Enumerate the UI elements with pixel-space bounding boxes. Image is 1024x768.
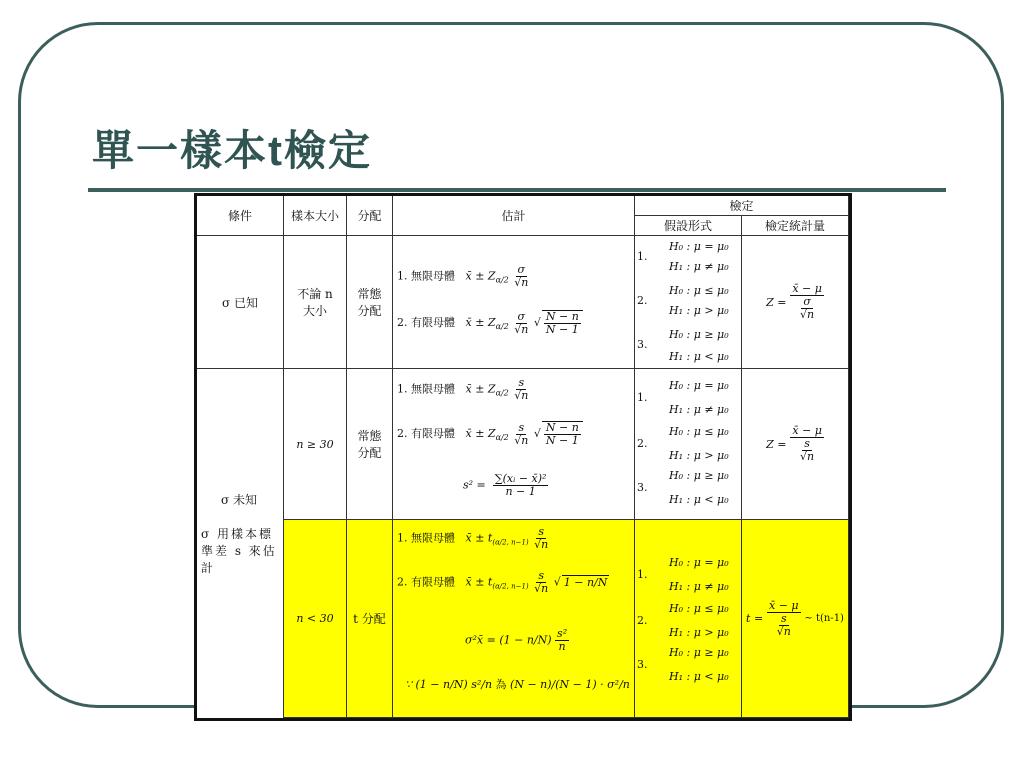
- row1-distribution: [347, 236, 393, 369]
- row2-h0-1: H₀ : μ = μ₀: [669, 379, 729, 392]
- row3-unbiased-lhs: ∵ (1 − n/N) s²/n: [405, 678, 493, 691]
- frac-den: √n: [534, 538, 549, 551]
- row2-est2-formula: x̄ ± Z: [465, 427, 496, 440]
- row1-est2-fpc: [542, 310, 583, 336]
- row3-est1-formula: x̄ ± t: [465, 531, 493, 545]
- row2-h1-3: H₁ : μ < μ₀: [669, 493, 729, 506]
- row3-est1: [397, 526, 550, 551]
- header-condition: 條件: [197, 196, 284, 236]
- frac-den: √n: [514, 433, 529, 447]
- row3-est2-label: 2. 有限母體: [397, 575, 455, 589]
- frac-num: σ: [803, 295, 811, 308]
- row2-est2-sub: α/2: [495, 433, 509, 443]
- frac-num: s: [518, 376, 525, 389]
- row2-est1-label: 1. 無限母體: [397, 382, 455, 396]
- frac-num: s: [538, 525, 544, 538]
- row2-hyp-no-2: 2.: [637, 437, 648, 450]
- row1-hyp-no-3: 3.: [637, 338, 648, 351]
- header-test: 檢定: [635, 196, 849, 216]
- frac-den: √n: [800, 450, 815, 463]
- row3-var-frac: [555, 628, 569, 653]
- row2-estimate: [393, 369, 635, 520]
- frac-num: N − n: [545, 310, 579, 323]
- row2-est1-formula: x̄ ± Z: [465, 382, 496, 396]
- row1-stat-den-frac: [798, 296, 816, 321]
- frac-num: s: [780, 611, 787, 625]
- row2-size-text: n ≥ 30: [296, 437, 334, 451]
- row2-dist-line1: 常態: [357, 429, 382, 443]
- header-test-statistic: 檢定統計量: [742, 216, 849, 236]
- row2-est1: [397, 377, 530, 402]
- row3-distribution: t 分配: [347, 520, 393, 718]
- row3-est2-formula: x̄ ± t: [465, 575, 493, 589]
- row1-est2: 2. 有限母體 x̄ ± $Z_{\alpha/2}$ $\frac{\sigma}{√n}$ √ $\frac{N - n}{N - 1}$: [397, 310, 583, 336]
- row3-h0-3: H₀ : μ ≥ μ₀: [669, 646, 729, 659]
- row3-est2-sub: (α/2, n−1): [492, 582, 529, 591]
- row2-est2-label: 2. 有限母體: [397, 427, 455, 440]
- row2-condition-text: σ 未知: [221, 493, 258, 507]
- row3-est1-sub: (α/2, n−1): [492, 538, 529, 547]
- row3-stat-den-frac: [775, 613, 793, 638]
- row3-condition: [197, 520, 284, 718]
- row1-stat-lhs: Z =: [766, 295, 787, 309]
- frac-den: n: [558, 640, 566, 653]
- row1-size-line1: 不論 n: [297, 287, 333, 301]
- frac-num: σ: [517, 309, 526, 323]
- frac-den: √n: [514, 322, 529, 336]
- frac-den: √n: [534, 582, 549, 595]
- row3-h0-1: H₀ : μ = μ₀: [669, 556, 729, 569]
- row1-hypotheses: [635, 236, 742, 369]
- row2-est2-fpc: [542, 421, 583, 447]
- frac-den: [773, 613, 795, 638]
- row1-est1-label: 1. 無限母體: [397, 269, 455, 283]
- row1-est1-sub: α/2: [495, 275, 509, 285]
- frac-num: s: [518, 420, 525, 434]
- slide-title: 單一樣本t檢定: [92, 126, 373, 175]
- row1-h1-1: H₁ : μ ≠ μ₀: [669, 260, 729, 273]
- row2-hypotheses: [635, 369, 742, 520]
- row1-estimate: [393, 236, 635, 369]
- row1-hyp-no-2: 2.: [637, 294, 648, 307]
- row3-unbiased-rhs: (N − n)/(N − 1) · σ²/n: [510, 678, 630, 691]
- frac-num: s²: [557, 627, 568, 640]
- row1-sample-size: [284, 236, 347, 369]
- header-estimate: 估計: [393, 196, 635, 236]
- row3-h0-2: H₀ : μ ≤ μ₀: [669, 602, 729, 615]
- row1-size-line2: 大小: [302, 304, 327, 318]
- frac-num: N − n: [545, 421, 579, 434]
- row2-h1-1: H₁ : μ ≠ μ₀: [669, 403, 729, 416]
- header-hypothesis-form: 假設形式: [635, 216, 742, 236]
- row3-size-text: n < 30: [296, 612, 334, 625]
- row3-statistic: [742, 520, 849, 718]
- frac-num: x̄ − μ: [792, 424, 822, 437]
- row2-stat-lhs: Z =: [766, 437, 787, 451]
- frac-den: √n: [776, 624, 791, 638]
- frac-num: σ: [517, 263, 526, 276]
- frac-num: s: [804, 437, 810, 450]
- row2-condition: [197, 369, 284, 520]
- row1-h0-3: H₀ : μ ≥ μ₀: [669, 328, 729, 341]
- row2-h0-3: H₀ : μ ≥ μ₀: [669, 469, 729, 482]
- header-distribution: 分配: [347, 196, 393, 236]
- frac-num: s: [538, 569, 544, 582]
- row1-est1-formula: x̄ ± Z: [465, 269, 496, 283]
- row2-distribution: [347, 369, 393, 520]
- row2-dist-line2: 分配: [357, 446, 382, 460]
- row2-stat-frac: [790, 425, 824, 463]
- frac-den: N − 1: [545, 434, 579, 447]
- row1-est2-frac: [512, 311, 530, 336]
- row1-est1: [397, 264, 530, 289]
- frac-num: x̄ − μ: [792, 282, 822, 295]
- row1-dist-line1: 常態: [357, 287, 382, 301]
- row3-est1-label: 1. 無限母體: [397, 531, 455, 545]
- row3-condition-note: σ 用樣本標準差 s 來估計: [201, 527, 277, 575]
- row2-hyp-no-1: 1.: [637, 391, 648, 404]
- row2-sample-size: [284, 369, 347, 520]
- row2-est2: 2. 有限母體 x̄ ± $Z_{\alpha/2}$ $\frac{s}{√n}$ √ $\frac{N - n}{N - 1}$: [397, 421, 583, 447]
- row3-stat-frac: [767, 600, 801, 638]
- row3-variance: [465, 628, 569, 653]
- row1-h1-3: H₁ : μ < μ₀: [669, 350, 729, 363]
- row3-est2: 2. 有限母體 x̄ ± $t_{(\alpha/2, n-1)}$ $\frac{s}{√n}$ √ 1 − n/N: [397, 569, 608, 595]
- header-sample-size: 樣本大小: [284, 196, 347, 236]
- row2-est1-sub: α/2: [495, 388, 509, 398]
- row1-est1-frac: [512, 264, 530, 289]
- row3-est1-frac: [532, 526, 550, 551]
- frac-num: x̄ − μ: [769, 598, 799, 612]
- row2-var-frac: [493, 473, 549, 498]
- row2-variance: [463, 473, 548, 498]
- row1-stat-frac: [790, 283, 824, 321]
- row3-h1-1: H₁ : μ ≠ μ₀: [669, 580, 729, 593]
- frac-den: N − 1: [545, 323, 579, 336]
- row3-est2-fpc: 1 − n/N: [563, 575, 608, 589]
- frac-den: √n: [514, 389, 529, 402]
- row1-h0-1: H₀ : μ = μ₀: [669, 240, 729, 253]
- title-rule: [88, 188, 946, 192]
- row1-est2-formula: x̄ ± Z: [465, 316, 496, 329]
- row2-hyp-no-3: 3.: [637, 481, 648, 494]
- row2-h1-2: H₁ : μ > μ₀: [669, 449, 729, 462]
- row3-stat-lhs: t =: [746, 612, 764, 625]
- row3-var-lhs: σ²x̄ = (1 − n/N): [465, 633, 552, 647]
- row2-var-lhs: s² =: [463, 478, 486, 492]
- row1-est2-label: 2. 有限母體: [397, 316, 455, 329]
- row1-dist-line2: 分配: [357, 304, 382, 318]
- row3-sample-size: [284, 520, 347, 718]
- row2-stat-den-frac: [798, 438, 816, 463]
- row3-hyp-no-3: 3.: [637, 658, 648, 671]
- row3-hyp-no-2: 2.: [637, 614, 648, 627]
- t-test-table: [194, 193, 852, 721]
- row2-est1-frac: [512, 377, 530, 402]
- row1-statistic: [742, 236, 849, 369]
- row3-h1-2: H₁ : μ > μ₀: [669, 626, 729, 639]
- row3-h1-3: H₁ : μ < μ₀: [669, 670, 729, 683]
- row2-statistic: [742, 369, 849, 520]
- row1-hyp-no-1: 1.: [637, 250, 648, 263]
- frac-den: [796, 296, 818, 321]
- row1-h0-2: H₀ : μ ≤ μ₀: [669, 284, 729, 297]
- frac-num: ∑(xᵢ − x̄)²: [494, 472, 547, 485]
- row2-est2-frac: [512, 422, 530, 447]
- row2-h0-2: H₀ : μ ≤ μ₀: [669, 425, 729, 438]
- row3-stat-dist: ~ t(n-1): [804, 613, 844, 624]
- row3-estimate: [393, 520, 635, 718]
- frac-den: √n: [800, 308, 815, 321]
- row3-est2-frac: [532, 570, 550, 595]
- frac-den: [796, 438, 818, 463]
- row1-h1-2: H₁ : μ > μ₀: [669, 304, 729, 317]
- row3-unbiased-is: 為: [495, 678, 507, 691]
- frac-den: √n: [514, 276, 529, 289]
- row3-hyp-no-1: 1.: [637, 568, 648, 581]
- row1-est2-sub: α/2: [495, 322, 509, 332]
- row1-condition: σ 已知: [197, 236, 284, 369]
- row3-hypotheses: [635, 520, 742, 718]
- frac-den: n − 1: [505, 485, 536, 498]
